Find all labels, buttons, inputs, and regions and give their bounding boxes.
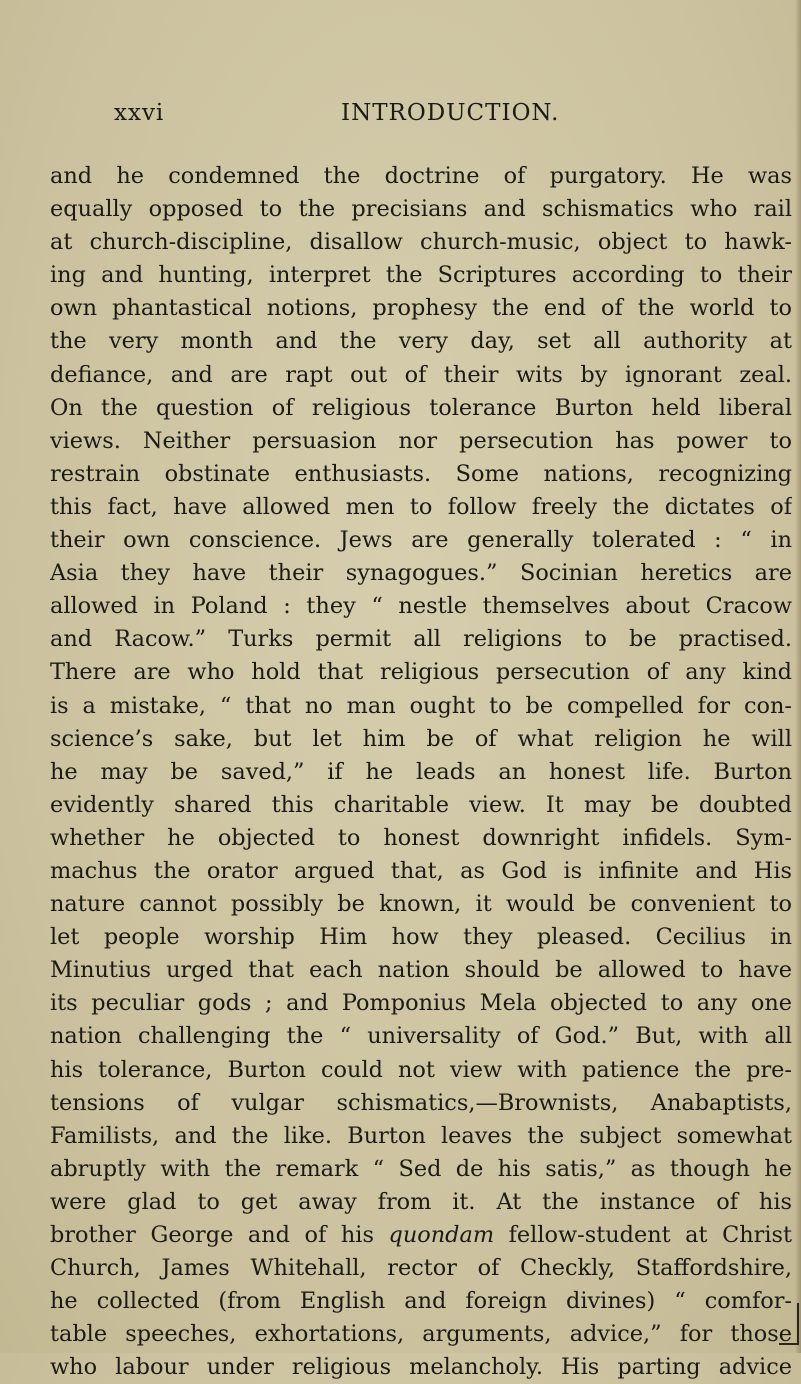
text-line: Familists, and the like. Burton leaves the subject somewhat (50, 1122, 792, 1149)
text-line: equally opposed to the precisians and schismatics who rail (50, 196, 792, 223)
text-line: nature cannot possibly be known, it would be convenient to (50, 891, 792, 918)
text-line: table speeches, exhortations, arguments, advice,” for those (50, 1321, 792, 1348)
text-line: science’s sake, but let him be of what religion he will (50, 725, 792, 752)
text-line: nation challenging the “ universality of God.” But, with all (50, 1023, 792, 1050)
text-line: abruptly with the remark “ Sed de his satis,” as though he (50, 1155, 792, 1182)
body-text (50, 160, 792, 1384)
text-segment: brother George and of his (50, 1222, 389, 1248)
text-line: is a mistake, “ that no man ought to be compelled for con- (50, 692, 792, 719)
text-line-with-italic (50, 1219, 792, 1252)
text-line: On the question of religious tolerance Burton held liberal (50, 394, 792, 421)
text-line: were glad to get away from it. At the instance of his (50, 1188, 792, 1215)
text-line: the very month and the very day, set all authority at (50, 328, 792, 355)
text-line: Asia they have their synagogues.” Socinian heretics are (50, 560, 792, 587)
text-line: tensions of vulgar schismatics,—Brownists, Anabaptists, (50, 1089, 792, 1116)
text-line: own phantastical notions, prophesy the end of the world to (50, 295, 792, 322)
text-line: his tolerance, Burton could not view with patience the pre- (50, 1056, 792, 1083)
page-number: xxvi (114, 100, 165, 126)
page-header (114, 100, 672, 140)
text-line: he collected (from English and foreign divines) “ comfor- (50, 1288, 792, 1315)
text-line: at church-discipline, disallow church-music, object to hawk- (50, 229, 792, 256)
text-line: Church, James Whitehall, rector of Checkly, Staffordshire, (50, 1255, 792, 1282)
text-line: ing and hunting, interpret the Scriptures according to their (50, 262, 792, 289)
text-line: machus the orator argued that, as God is infinite and His (50, 857, 792, 884)
page-corner-mark (779, 1303, 799, 1345)
italic-word: quondam (388, 1222, 495, 1248)
text-line: whether he objected to honest downright infidels. Sym- (50, 824, 792, 851)
running-head: INTRODUCTION. (341, 100, 560, 126)
text-line: and Racow.” Turks permit all religions to be practised. (50, 626, 792, 653)
text-line: who labour under religious melancholy. His parting advice (50, 1354, 792, 1381)
text-line: he may be saved,” if he leads an honest life. Burton (50, 758, 792, 785)
text-line: its peculiar gods ; and Pomponius Mela objected to any one (50, 990, 792, 1017)
text-line: let people worship Him how they pleased. Cecilius in (50, 924, 792, 951)
text-line: Minutius urged that each nation should be allowed to have (50, 957, 792, 984)
text-line: defiance, and are rapt out of their wits by ignorant zeal. (50, 361, 792, 388)
text-line: this fact, have allowed men to follow freely the dictates of (50, 493, 792, 520)
text-line: There are who hold that religious persecution of any kind (50, 659, 792, 686)
text-segment: fellow-student at Christ (494, 1222, 792, 1248)
text-line: evidently shared this charitable view. It may be doubted (50, 791, 792, 818)
text-line: allowed in Poland : they “ nestle themselves about Cracow (50, 593, 792, 620)
text-line: views. Neither persuasion nor persecution has power to (50, 427, 792, 454)
text-line: their own conscience. Jews are generally tolerated : “ in (50, 527, 792, 554)
text-line: restrain obstinate enthusiasts. Some nations, recognizing (50, 460, 792, 487)
text-line: and he condemned the doctrine of purgatory. He was (50, 163, 792, 189)
page-edge-shadow (795, 0, 801, 1353)
